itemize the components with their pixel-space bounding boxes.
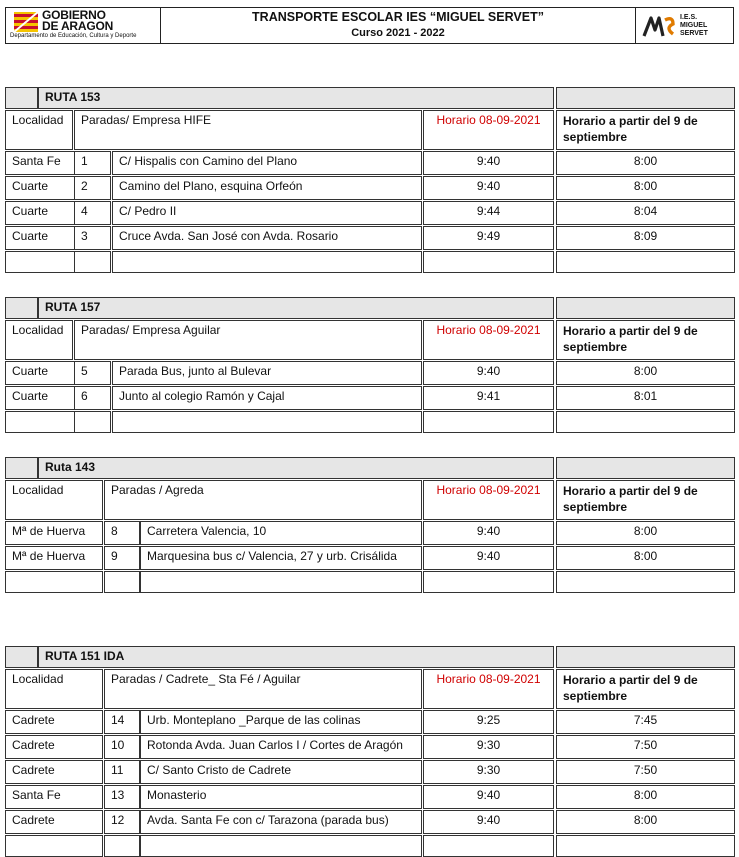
stop-name: Monasterio bbox=[140, 785, 422, 809]
route-title-spacer bbox=[5, 646, 38, 668]
route-title-right bbox=[556, 646, 735, 668]
aragon-coat-of-arms-icon bbox=[14, 12, 38, 32]
stop-time-9sep: 8:04 bbox=[556, 201, 735, 225]
stop-name: Urb. Monteplano _Parque de las colinas bbox=[140, 710, 422, 734]
stop-time-9sep: 7:50 bbox=[556, 760, 735, 784]
stop-time-9sep: 8:00 bbox=[556, 151, 735, 175]
stop-name bbox=[112, 411, 422, 433]
stop-number: 6 bbox=[74, 386, 111, 410]
column-header-horario-9sep: Horario a partir del 9 de septiembre bbox=[556, 669, 735, 709]
ies-logo-line1: I.E.S. bbox=[680, 14, 698, 21]
stop-name: Junto al colegio Ramón y Cajal bbox=[112, 386, 422, 410]
column-header-paradas: Paradas/ Empresa Aguilar bbox=[74, 320, 422, 360]
stop-localidad: Santa Fe bbox=[5, 151, 77, 175]
stop-name: Camino del Plano, esquina Orfeón bbox=[112, 176, 422, 200]
stop-number: 3 bbox=[74, 226, 111, 250]
route-title-spacer bbox=[5, 87, 38, 109]
stop-time-0809: 9:40 bbox=[423, 151, 554, 175]
stop-localidad: Santa Fe bbox=[5, 785, 103, 809]
stop-localidad: Cuarte bbox=[5, 361, 77, 385]
stop-name: Rotonda Avda. Juan Carlos I / Cortes de Aragón bbox=[140, 735, 422, 759]
stop-time-0809 bbox=[423, 571, 554, 593]
stop-name: Parada Bus, junto al Bulevar bbox=[112, 361, 422, 385]
route-title-right bbox=[556, 457, 735, 479]
stop-time-0809: 9:40 bbox=[423, 361, 554, 385]
stop-localidad bbox=[5, 835, 103, 857]
stop-number bbox=[74, 251, 111, 273]
stop-localidad bbox=[5, 411, 77, 433]
route-title: Ruta 143 bbox=[38, 457, 554, 479]
stop-localidad: Cadrete bbox=[5, 810, 103, 834]
stop-number bbox=[104, 571, 140, 593]
stop-localidad bbox=[5, 571, 103, 593]
stop-time-9sep: 7:50 bbox=[556, 735, 735, 759]
stop-localidad: Cadrete bbox=[5, 735, 103, 759]
stop-number: 9 bbox=[104, 546, 140, 570]
stop-localidad: Cuarte bbox=[5, 226, 77, 250]
stop-number: 12 bbox=[104, 810, 140, 834]
column-header-paradas: Paradas/ Empresa HIFE bbox=[74, 110, 422, 150]
stop-time-0809: 9:44 bbox=[423, 201, 554, 225]
stop-number bbox=[104, 835, 140, 857]
stop-number bbox=[74, 411, 111, 433]
route-title-spacer bbox=[5, 457, 38, 479]
stop-time-0809: 9:40 bbox=[423, 810, 554, 834]
route-title: RUTA 157 bbox=[38, 297, 554, 319]
column-header-localidad: Localidad bbox=[5, 480, 103, 520]
stop-number: 2 bbox=[74, 176, 111, 200]
stop-localidad: Cuarte bbox=[5, 386, 77, 410]
column-header-localidad: Localidad bbox=[5, 110, 73, 150]
stop-name: C/ Santo Cristo de Cadrete bbox=[140, 760, 422, 784]
stop-number: 1 bbox=[74, 151, 111, 175]
stop-time-0809: 9:30 bbox=[423, 760, 554, 784]
stop-time-9sep: 8:00 bbox=[556, 785, 735, 809]
stop-number: 10 bbox=[104, 735, 140, 759]
gobierno-department: Departamento de Educación, Cultura y Deporte bbox=[10, 33, 137, 39]
stop-time-0809: 9:30 bbox=[423, 735, 554, 759]
header-divider bbox=[635, 7, 636, 44]
stop-time-9sep bbox=[556, 251, 735, 273]
stop-time-9sep bbox=[556, 411, 735, 433]
stop-time-0809: 9:25 bbox=[423, 710, 554, 734]
stop-name bbox=[112, 251, 422, 273]
stop-time-9sep: 8:09 bbox=[556, 226, 735, 250]
column-header-horario-9sep: Horario a partir del 9 de septiembre bbox=[556, 110, 735, 150]
stop-time-0809 bbox=[423, 411, 554, 433]
stop-time-0809: 9:49 bbox=[423, 226, 554, 250]
stop-localidad bbox=[5, 251, 77, 273]
stop-name bbox=[140, 571, 422, 593]
column-header-horario-9sep: Horario a partir del 9 de septiembre bbox=[556, 320, 735, 360]
column-header-localidad: Localidad bbox=[5, 669, 103, 709]
stop-time-0809: 9:41 bbox=[423, 386, 554, 410]
stop-time-0809: 9:40 bbox=[423, 176, 554, 200]
column-header-horario-0809: Horario 08-09-2021 bbox=[423, 480, 554, 520]
column-header-horario-0809: Horario 08-09-2021 bbox=[423, 669, 554, 709]
stop-time-9sep: 8:00 bbox=[556, 521, 735, 545]
stop-localidad: Cadrete bbox=[5, 710, 103, 734]
column-header-localidad: Localidad bbox=[5, 320, 73, 360]
route-title: RUTA 151 IDA bbox=[38, 646, 554, 668]
stop-name: Cruce Avda. San José con Avda. Rosario bbox=[112, 226, 422, 250]
stop-time-0809: 9:40 bbox=[423, 521, 554, 545]
stop-time-9sep: 7:45 bbox=[556, 710, 735, 734]
stop-time-9sep: 8:00 bbox=[556, 810, 735, 834]
stop-name: C/ Hispalis con Camino del Plano bbox=[112, 151, 422, 175]
column-header-horario-9sep: Horario a partir del 9 de septiembre bbox=[556, 480, 735, 520]
stop-name: Marquesina bus c/ Valencia, 27 y urb. Crisálida bbox=[140, 546, 422, 570]
stop-number: 11 bbox=[104, 760, 140, 784]
document-title: TRANSPORTE ESCOLAR IES “MIGUEL SERVET” bbox=[252, 10, 544, 24]
stop-localidad: Mª de Huerva bbox=[5, 546, 103, 570]
stop-name: C/ Pedro II bbox=[112, 201, 422, 225]
ies-logo-line2: MIGUEL bbox=[680, 22, 708, 29]
stop-localidad: Cadrete bbox=[5, 760, 103, 784]
route-title: RUTA 153 bbox=[38, 87, 554, 109]
stop-number: 8 bbox=[104, 521, 140, 545]
stop-time-9sep: 8:01 bbox=[556, 386, 735, 410]
gobierno-line2: DE ARAGON bbox=[42, 19, 114, 33]
document-subtitle: Curso 2021 - 2022 bbox=[351, 27, 445, 39]
route-title-spacer bbox=[5, 297, 38, 319]
stop-number: 13 bbox=[104, 785, 140, 809]
stop-localidad: Mª de Huerva bbox=[5, 521, 103, 545]
stop-time-9sep bbox=[556, 835, 735, 857]
stop-localidad: Cuarte bbox=[5, 201, 77, 225]
stop-name: Carretera Valencia, 10 bbox=[140, 521, 422, 545]
stop-time-0809: 9:40 bbox=[423, 785, 554, 809]
stop-time-9sep: 8:00 bbox=[556, 176, 735, 200]
gobierno-line1: GOBIERNO bbox=[42, 8, 106, 22]
column-header-horario-0809: Horario 08-09-2021 bbox=[423, 110, 554, 150]
ies-logo-line3: SERVET bbox=[680, 30, 708, 37]
stop-time-9sep bbox=[556, 571, 735, 593]
stop-number: 4 bbox=[74, 201, 111, 225]
stop-number: 14 bbox=[104, 710, 140, 734]
stop-time-9sep: 8:00 bbox=[556, 546, 735, 570]
stop-time-0809: 9:40 bbox=[423, 546, 554, 570]
stop-localidad: Cuarte bbox=[5, 176, 77, 200]
stop-time-0809 bbox=[423, 835, 554, 857]
stop-time-0809 bbox=[423, 251, 554, 273]
route-title-right bbox=[556, 297, 735, 319]
route-title-right bbox=[556, 87, 735, 109]
ies-logo-text bbox=[680, 14, 708, 38]
stop-name: Avda. Santa Fe con c/ Tarazona (parada bus) bbox=[140, 810, 422, 834]
column-header-horario-0809: Horario 08-09-2021 bbox=[423, 320, 554, 360]
stop-time-9sep: 8:00 bbox=[556, 361, 735, 385]
stop-name bbox=[140, 835, 422, 857]
stop-number: 5 bbox=[74, 361, 111, 385]
column-header-paradas: Paradas / Agreda bbox=[104, 480, 422, 520]
column-header-paradas: Paradas / Cadrete_ Sta Fé / Aguilar bbox=[104, 669, 422, 709]
